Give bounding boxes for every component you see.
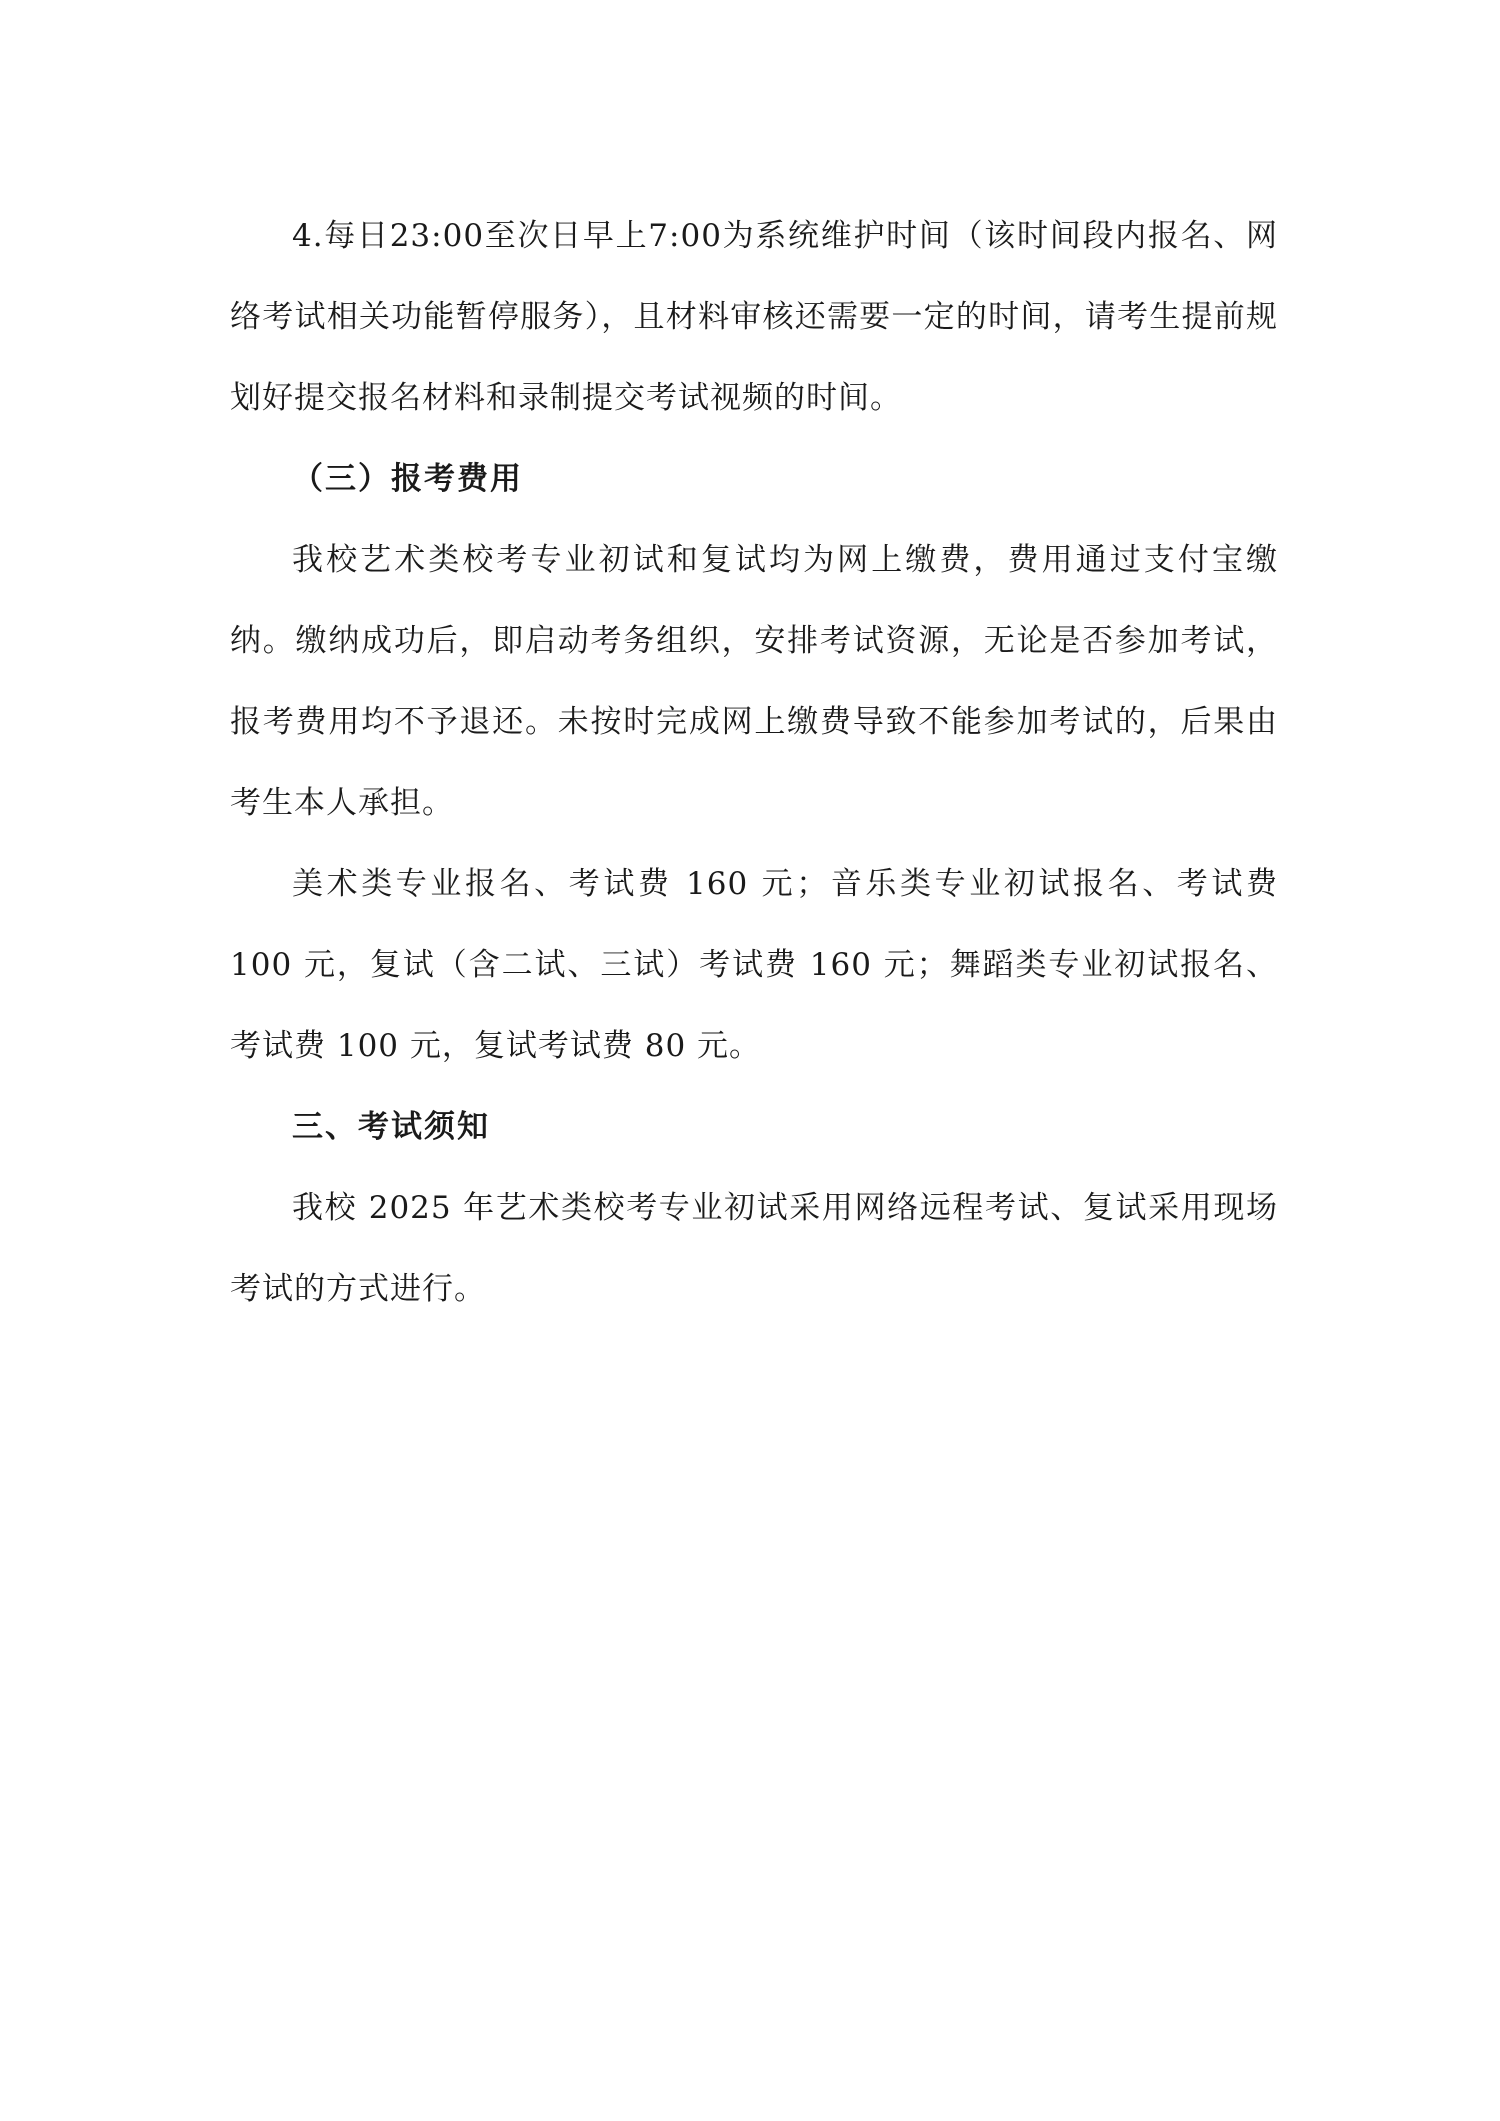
document-body (230, 196, 1278, 1330)
maintenance-time-paragraph: 4.每日23:00至次日早上7:00为系统维护时间（该时间段内报名、网络考试相关功能暂停服务），且材料审核还需要一定的时间，请考生提前规划好提交报名材料和录制提交考试视频的时间。 (230, 218, 1278, 416)
exam-fee-heading: （三）报考费用 (292, 461, 523, 497)
exam-method-paragraph: 我校 2025 年艺术类校考专业初试采用网络远程考试、复试采用现场考试的方式进行。 (230, 1190, 1278, 1307)
fee-amounts-paragraph: 美术类专业报名、考试费 160 元；音乐类专业初试报名、考试费 100 元，复试（含二试、三试）考试费 160 元；舞蹈类专业初试报名、考试费 100 元，复试考试费 80 元。 (230, 866, 1278, 1064)
exam-notice-heading: 三、考试须知 (292, 1109, 490, 1145)
online-payment-paragraph: 我校艺术类校考专业初试和复试均为网上缴费，费用通过支付宝缴纳。缴纳成功后，即启动考务组织，安排考试资源，无论是否参加考试，报考费用均不予退还。未按时完成网上缴费导致不能参加考试的，后果由考生本人承担。 (230, 542, 1278, 821)
